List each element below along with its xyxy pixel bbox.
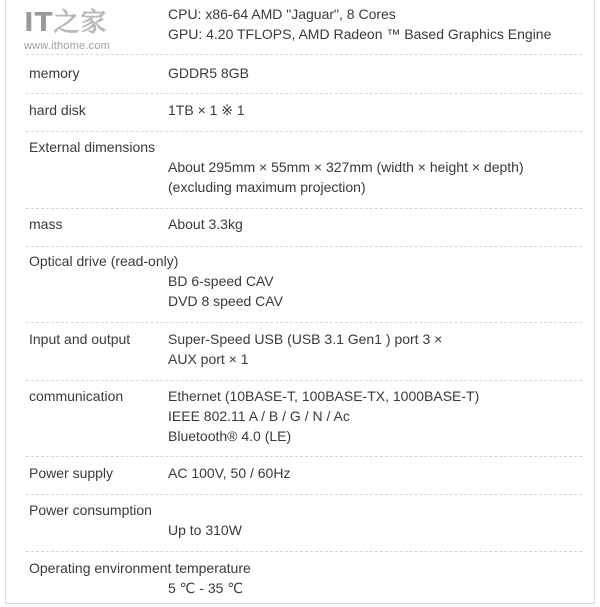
spec-value-wifi: IEEE 802.11 A / B / G / N / Ac [168, 408, 350, 424]
spec-label-memory: memory [29, 65, 80, 81]
spec-label-temperature: Operating environment temperature [29, 560, 251, 576]
spec-value-mass: About 3.3kg [168, 216, 243, 232]
table-row-communication [26, 381, 582, 457]
table-row-mass [26, 209, 582, 247]
spec-value-hard-disk: 1TB × 1 ※ 1 [168, 102, 245, 118]
spec-value-power-supply: AC 100V, 50 / 60Hz [168, 465, 291, 481]
spec-value-ethernet: Ethernet (10BASE-T, 100BASE-TX, 1000BASE-T) [168, 388, 480, 404]
spec-value-power-consumption: Up to 310W [168, 522, 242, 538]
spec-value-temperature: 5 ℃ - 35 ℃ [168, 580, 244, 596]
spec-value-memory: GDDR5 8GB [168, 65, 249, 81]
spec-label-communication: communication [29, 388, 124, 404]
table-row-optical-drive [26, 247, 582, 323]
spec-value-aux: AUX port × 1 [168, 351, 249, 367]
spec-value-cpu: CPU: x86-64 AMD "Jaguar", 8 Cores [168, 6, 396, 22]
spec-value-dvd: DVD 8 speed CAV [168, 293, 283, 309]
ithome-logo-mark: IT之家 [24, 8, 108, 38]
table-row-temperature [26, 552, 582, 603]
table-row-input-output [26, 323, 582, 381]
spec-value-dimensions: About 295mm × 55mm × 327mm (width × height × depth) [168, 159, 524, 175]
spec-label-hard-disk: hard disk [29, 102, 86, 118]
spec-table [5, 0, 595, 604]
spec-value-gpu: GPU: 4.20 TFLOPS, AMD Radeon ™ Based Graphics Engine [168, 26, 552, 42]
table-row-power-supply [26, 457, 582, 495]
spec-label-mass: mass [29, 216, 63, 232]
spec-value-bluetooth: Bluetooth® 4.0 (LE) [168, 428, 292, 444]
table-row-power-consumption [26, 495, 582, 552]
table-row-hard-disk [26, 94, 582, 132]
spec-value-dimensions-note: (excluding maximum projection) [168, 179, 366, 195]
ithome-logo-url: www.ithome.com [24, 40, 110, 52]
spec-label-optical-drive: Optical drive (read-only) [29, 253, 179, 269]
spec-value-usb: Super-Speed USB (USB 3.1 Gen1 ) port 3 × [168, 331, 443, 347]
table-row-memory [26, 55, 582, 94]
spec-label-power-consumption: Power consumption [29, 502, 152, 518]
spec-label-dimensions: External dimensions [29, 139, 156, 155]
spec-label-input-output: Input and output [29, 331, 131, 347]
table-row-dimensions [26, 132, 582, 209]
spec-value-bd: BD 6-speed CAV [168, 273, 274, 289]
ithome-watermark-logo [24, 10, 124, 60]
spec-label-power-supply: Power supply [29, 465, 114, 481]
